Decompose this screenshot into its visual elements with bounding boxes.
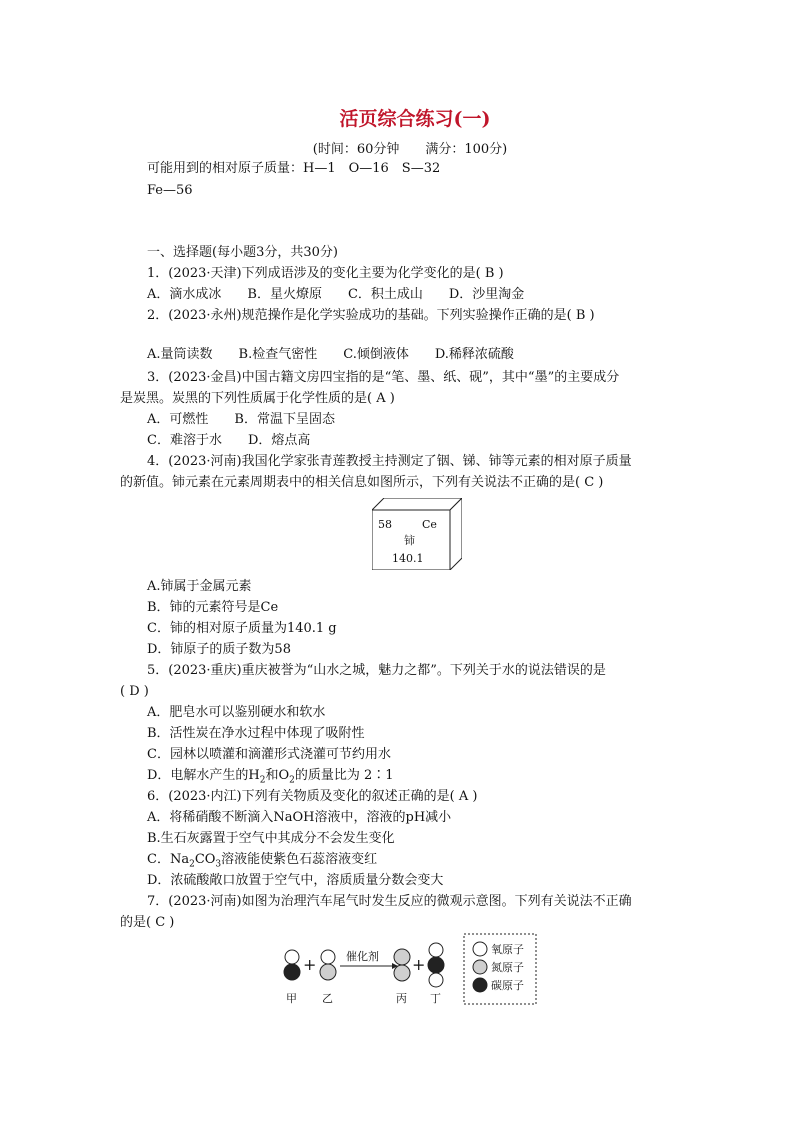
reaction-diagram xyxy=(276,928,546,1008)
question-4-option-a: A.铈属于金属元素 xyxy=(147,579,252,594)
question-2-stem: 2．(2023·永州)规范操作是化学实验成功的基础。下列实验操作正确的是( B ) xyxy=(147,308,595,323)
nitrogen-atom xyxy=(394,949,410,965)
plus-sign: + xyxy=(412,955,426,974)
question-6-stem: 6．(2023·内江)下列有关物质及变化的叙述正确的是( A ) xyxy=(147,789,478,804)
question-3-options-ab: A．可燃性 B．常温下呈固态 xyxy=(147,412,335,427)
question-3-stem: 3．(2023·金昌)中国古籍文房四宝指的是“笔、墨、纸、砚”，其中“墨”的主要成分 xyxy=(147,370,620,385)
nitrogen-atom xyxy=(320,964,336,980)
question-3-options-cd: C．难溶于水 D．熔点高 xyxy=(147,433,311,448)
question-5-stem: 5．(2023·重庆)重庆被誉为“山水之城，魅力之都”。下列关于水的说法错误的是 xyxy=(147,663,606,678)
oxygen-atom xyxy=(429,973,443,987)
question-4-stem-cont: 的新值。铈元素在元素周期表中的相关信息如图所示，下列有关说法不正确的是( C ) xyxy=(120,475,604,490)
question-6-option-b: B.生石灰露置于空气中其成分不会发生变化 xyxy=(147,831,395,846)
question-1-stem: 1．(2023·天津)下列成语涉及的变化主要为化学变化的是( B ) xyxy=(147,266,504,281)
question-5-stem-cont: ( D ) xyxy=(120,684,149,699)
carbon-atom xyxy=(284,964,300,980)
page-title: 活页综合练习(一) xyxy=(339,108,491,130)
question-6-option-c: C．$Na_2CO_3$溶液能使紫色石蕊溶液变红 xyxy=(147,852,378,870)
question-3-stem-cont: 是炭黑。炭黑的下列性质属于化学性质的是( A ) xyxy=(120,391,395,406)
question-2-options: A.量筒读数 B.检查气密性 C.倾倒液体 D.稀释浓硫酸 xyxy=(147,347,514,362)
plus-sign: + xyxy=(303,955,317,974)
legend-nitrogen: 氮原子 xyxy=(491,961,524,974)
label-ding: 丁 xyxy=(430,992,441,1005)
question-6-option-a: A．将稀硝酸不断滴入NaOH溶液中，溶液的pH减小 xyxy=(147,810,452,825)
periodic-table-cell xyxy=(372,498,462,570)
question-5-option-c: C．园林以喷灌和滴灌形式浇灌可节约用水 xyxy=(147,747,391,762)
label-yi: 乙 xyxy=(322,992,333,1005)
question-5-option-d: D．电解水产生的$H_2$和$O_2$的质量比为 2∶1 xyxy=(147,768,394,786)
question-5-option-a: A．肥皂水可以鉴别硬水和软水 xyxy=(147,705,326,720)
atomic-masses: 可能用到的相对原子质量：H—1 O—16 S—32 xyxy=(147,161,441,176)
element-symbol: Ce xyxy=(422,518,437,531)
nitrogen-atom xyxy=(394,965,410,981)
atomic-masses-cont: Fe—56 xyxy=(147,183,193,198)
label-bing: 丙 xyxy=(396,992,407,1005)
oxygen-atom xyxy=(285,950,299,964)
carbon-legend-icon xyxy=(473,978,487,992)
oxygen-atom xyxy=(429,943,443,957)
oxygen-legend-icon xyxy=(473,942,487,956)
element-name: 铈 xyxy=(404,534,415,547)
legend-oxygen: 氧原子 xyxy=(491,943,524,956)
atomic-number: 58 xyxy=(378,518,392,531)
atomic-mass: 140.1 xyxy=(392,552,424,565)
catalyst-label: 催化剂 xyxy=(346,950,379,963)
question-7-stem-cont: 的是( C ) xyxy=(120,915,175,930)
question-5-option-b: B．活性炭在净水过程中体现了吸附性 xyxy=(147,726,365,741)
question-4-option-d: D．铈原子的质子数为58 xyxy=(147,642,291,657)
question-4-option-b: B．铈的元素符号是Ce xyxy=(147,600,279,615)
question-7-stem: 7．(2023·河南)如图为治理汽车尾气时发生反应的微观示意图。下列有关说法不正确 xyxy=(147,894,632,909)
carbon-atom xyxy=(428,957,444,973)
question-6-option-d: D．浓硫酸敞口放置于空气中，溶质质量分数会变大 xyxy=(147,873,444,888)
oxygen-atom xyxy=(321,950,335,964)
exam-info: (时间：60分钟 满分：100分) xyxy=(312,142,508,157)
label-jia: 甲 xyxy=(286,992,297,1005)
nitrogen-legend-icon xyxy=(473,960,487,974)
question-4-stem: 4．(2023·河南)我国化学家张青莲教授主持测定了铟、锑、铈等元素的相对原子质量 xyxy=(147,454,632,469)
legend-carbon: 碳原子 xyxy=(491,979,524,992)
question-1-options: A．滴水成冰 B．星火燎原 C．积土成山 D．沙里淘金 xyxy=(147,287,525,302)
section-heading: 一、选择题(每小题3分，共30分) xyxy=(147,245,338,260)
question-4-option-c: C．铈的相对原子质量为140.1 g xyxy=(147,621,337,636)
